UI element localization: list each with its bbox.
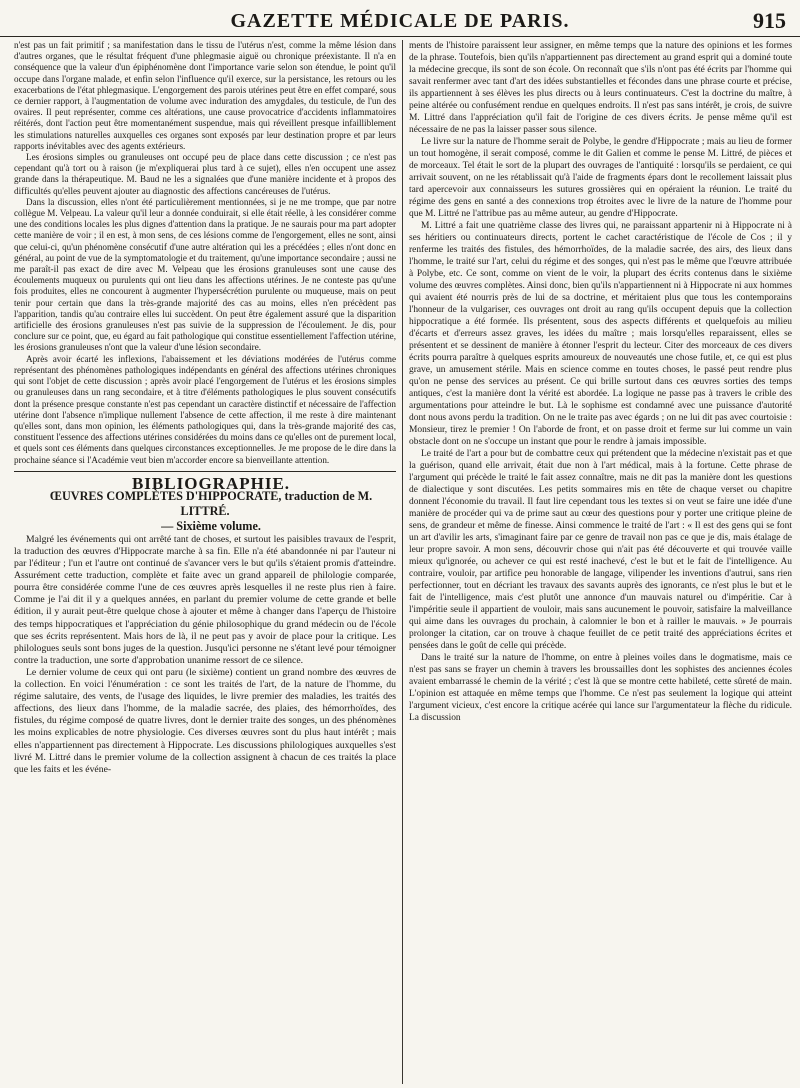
paragraph: Après avoir écarté les inflexions, l'abaissement et les déviations modérées de l'utérus comme représentant des phénomènes pathologiques indépendants en général des affections utérines chroniques qui sont l'objet de cette discussion ; après avoir placé l'engorgement de l'utérus et les érosions simples ou granuleuses dans un rang secondaire, et à titre d'éléments pathologiques le plus souvent consécutifs dont la présence presque constante n'est pas cependant un caractère distinctif et nécessaire de l'affection utérine dont l'absence n'implique nullement l'absence de cette affection, il me reste à dire maintenant qu'elles sont, dans mon opinion, les éléments pathologiques qui, dans la très-grande majorité des cas, constituent l'essence des affections utérines considérées du moins dans ce qu'elles ont de purement local, et quels sont ces éléments dans quelques circonstances exceptionnelles. Je me propose de le dire dans la prochaine séance si l'Académie veut bien m'accorder encore sa bienveillante attention. (14, 353, 396, 465)
right-column (409, 40, 792, 1084)
paragraph: Malgré les événements qui ont arrêté tant de choses, et surtout les paisibles travaux de l'esprit, la traduction des œuvres d'Hippocrate marche à sa fin. Elle n'a été abandonnée ni par l'auteur ni par l'éditeur ; l'un et l'autre ont continué de s'avancer vers le but qu'ils s'étaient promis d'atteindre. Assurément cette traduction, complète et faite avec un grand appareil de philologie comparée, pourra être considérée comme l'une de ces œuvres après lesquelles il ne reste plus rien à faire. Comme je l'ai dit il y a quelques années, en parlant du premier volume de cette grande et belle édition, il y aurait peut-être quelque chose à ajouter et même à changer dans l'aperçu de l'histoire des temps hippocratiques et l'appréciation du génie philosophique du grand médecin ou de l'école que ses écrits représentent. Mais hors de là, il ne peut pas y avoir de place pour la critique. Les philologues seuls sont bons juges de la question. Jusqu'ici personne ne s'étant levé pour témoigner contre la traduction, une sorte d'approbation unanime ressort de ce silence. (14, 533, 396, 666)
page-number: 915 (753, 8, 786, 33)
paragraph: Le dernier volume de ceux qui ont paru (le sixième) contient un grand nombre des œuvres de la collection. En voici l'énumération : ce sont les traités de l'art, de la nature de l'homme, du régime salutaire, des vents, de l'usage des liquides, le livre premier des maladies, les traités des affections, des lieux dans l'homme, de la maladie sacrée, des plaies, des hémorrhoïdes, des fistules, du régime composé de quatre livres, dont le dernier traite des songes, un des phénomènes les moins explicables de notre physiologie. Ces diverses œuvres sont du plus haut intérêt ; mais elles n'appartiennent pas directement à Hippocrate. Les discussions philologiques auxquelles s'est livré M. Littré dans le premier volume de la collection assignent à chacun de ces traités la place que les faits et les événe- (14, 666, 396, 775)
section-heading: BIBLIOGRAPHIE. (131, 473, 291, 493)
section-rule (14, 471, 396, 472)
paragraph: n'est pas un fait primitif ; sa manifestation dans le tissu de l'utérus n'est, comme la même lésion dans d'autres organes, que le résultat fréquent d'une phlegmasie aiguë ou chronique préexistante. Il n'a en conséquence que la valeur d'un épiphénomène dont l'importance varie selon son étendue, le point qu'il occupe dans l'organe malade, et enfin selon l'influence qu'il exerce, sur la persistance, les retours ou les exacerbations de l'état phlegmasique. L'engorgement des parois utérines peut être en effet comparé, sous ce dernier rapport, à l'augmentation de volume avec induration des amygdales, du testicule, de l'un des ovaires. Il peut représenter, comme ces altérations, une cause provocatrice d'accidents inflammatoires réitérés, dont l'action peut être momentanément suspendue, mais qui réveillent presque infailliblement les stimulations naturelles auxquelles ces organes sont exposés par leur destination propre et par leurs rapports inévitables avec des agents extérieurs. (14, 40, 396, 151)
article-title: ŒUVRES COMPLÈTES D'HIPPOCRATE, traduction de M. LITTRÉ. (49, 488, 373, 518)
paragraph: Le traité de l'art a pour but de combattre ceux qui prétendent que la médecine n'existait pas et que la guérison, quand elle arrivait, était due non à l'art médical, mais à la fortune. Cette phrase de l'argument qui précède le traité le fait assez connaître, mais ne dit pas la manière dont les questions de dialectique y sont discutées. Les petits sommaires mis en tête de chaque verset ou chapitre donnent l'économie du travail. Il faut lire cependant tous les textes si on veut se faire une idée d'une manière de procéder qui va de prime saut au cœur des questions pour y porter une critique pleine de sens, de grandeur et même de finesse. Ainsi commence le traité de l'art : « Il est des gens qui se font un art d'avilir les arts, s'imaginant faire par ce genre de travail non pas ce que je dis, mais étalage de leur propre savoir. A mon sens, découvrir chose qui n'ait pas été découverte et qui trouvée vaille mieux qu'ignorée, ou achever ce qui est resté inachevé, c'est le but et le fait de l'intelligence. Au contraire, vouloir, par artifice peu honorable de langage, vilipender les inventions d'autrui, sans rien perfectionner, tout en décriant les travaux des savants auprès des ignorants, ce n'est plus le but et le fait de l'intelligence, mais c'est plutôt une annonce d'un mauvais naturel ou d'impéritie. Car à l'impéritie seule il appartient de vouloir, mais sans aucunement le pouvoir, satisfaire la malveillance qui aime dans les ouvrages du prochain, à calomnier le bon et à railler le mauvais. » Je pourrais prolonger la citation, car on trouve à chaque feuillet de ce petit traité des appréciations écrites et pensées dans le goût de celle qui précède. (409, 449, 792, 651)
journal-title: GAZETTE MÉDICALE DE PARIS. (230, 10, 570, 32)
article-subtitle: — Sixième volume. (161, 518, 261, 533)
header-rule (0, 36, 800, 37)
left-column (14, 40, 396, 1084)
paragraph: Le livre sur la nature de l'homme serait de Polybe, le gendre d'Hippocrate ; mais au lieu de former un tout homogène, il serait composé, comme le dit Galien et comme le pense M. Littré, de pièces et de morceaux. Tel était le sort de la plupart des ouvrages de l'antiquité : lorsqu'ils se perdaient, ce qui arrivait souvent, on ne les rétablissait qu'à l'aide de fragments épars dont le recollement laissait plus tard apercevoir aux connaisseurs les sutures grossières qui en opéraient la réunion. Le traité du régime des gens en santé a des connexions trop étroites avec le livre de la nature de l'homme pour que M. Littré ne l'attribue pas au même auteur, au gendre d'Hippocrate. (409, 137, 792, 219)
paragraph: Les érosions simples ou granuleuses ont occupé peu de place dans cette discussion ; ce n'est pas cependant qu'à tort ou à raison (je m'expliquerai plus tard à ce sujet), elles n'en occupent une assez grande dans la thérapeutique. M. Baud ne les a signalées que d'une manière incidente et à propos des difficultés qu'elles peuvent ajouter au diagnostic des affections cancéreuses de l'utérus. (14, 152, 396, 196)
paragraph: Dans le traité sur la nature de l'homme, on entre à pleines voiles dans le dogmatisme, mais ce n'est pas sans se frayer un chemin à travers les broussailles dont les sophistes des anciennes écoles avaient embarrassé le chemin de la vérité ; c'est là que se montre cette habileté, cette sûreté de main. L'opinion est attaquée en même temps que l'homme. Ce n'est pas seulement la logique qui atteint l'argument vicieux, c'est encore la critique acérée qui lance sur l'argumentateur la flèche du ridicule. La discussion (409, 653, 792, 723)
column-divider (402, 40, 403, 1084)
paragraph: Dans la discussion, elles n'ont été particulièrement mentionnées, si je ne me trompe, que par notre collègue M. Velpeau. La valeur qu'il leur a donnée conduirait, si elle était réelle, à les considérer comme une des conditions locales les plus dignes d'attention dans la pratique. Je ne saurais pour ma part adopter cette manière de voir ; il en est, à mon sens, de ces lésions comme de l'engorgement, elles ne sont, ainsi que celui-ci, qu'un phénomène consécutif d'une autre altération qui les a précédées ; elles n'ont donc en général, au point de vue de la symptomatologie et du traitement, qu'une importance secondaire ; aussi ne me paraît-il pas exact de dire avec M. Velpeau que les érosions granuleuses sont une cause des écoulements muqueux ou purulents qui ont lieu dans les affections utérines. Je ne conteste pas qu'une fois produites, elles ne concourent à augmenter l'hypersécrétion purulente ou muqueuse, mais on peut tenir pour certain que dans la très-grande majorité des cas au moins, elles n'en précèdent pas l'apparition, tandis qu'au contraire elles lui succèdent. On peut être également assuré que la disparition artificielle des érosions granuleuses n'est pas suivie de la suppression de l'écoulement. Je dis, pour conclure sur ce point, que, eu égard au fait pathologique qui constitue essentiellement l'affection utérine, les érosions granuleuses n'ont que la valeur d'une lésion secondaire. (14, 196, 396, 353)
running-header (0, 0, 800, 36)
paragraph: ments de l'histoire paraissent leur assigner, en même temps que la nature des opinions et les formes de la phrase. Toutefois, bien qu'ils n'appartiennent pas directement au grand esprit qui a dominé toute la médecine grecque, ils sont de son école. On reconnaît que s'ils n'ont pas été écrits par l'homme qui savait renfermer avec tant d'art des idées substantielles et fécondes dans une phrase courte et précise, ils appartiennent à ses élèves les plus directs ou à leurs continuateurs. C'est la doctrine du maître, à peine altérée ou confusément rendue en quelques endroits. Il n'est pas sans intérêt, je crois, de suivre M. Littré dans l'appréciation qu'il fait de l'origine de ces divers écrits. Je pense même qu'il est nécessaire de ne pas la laisser passer sous silence. (409, 41, 792, 135)
article-body (14, 534, 396, 776)
paragraph: M. Littré a fait une quatrième classe des livres qui, ne paraissant appartenir ni à Hippocrate ni à ses héritiers ou continuateurs directs, portent le cachet caractéristique de l'école de Cos ; il y renferme les traités des fistules, des hémorrhoïdes, de la maladie sacrée, des airs, des lieux dans l'homme, le traité sur l'art, celui du régime et des songes, qui n'est pas le même que l'œuvre attribuée à Polybe, etc. Ce sont, comme on vient de le voir, la plupart des écrits contenus dans le sixième volume des œuvres complètes. Ainsi donc, bien qu'ils n'appartiennent ni à Hippocrate ni aux hommes qui avaient été nourris près de lui de sa doctrine, et méritaient plus que tous les contemporains l'honneur de la vulgariser, ces ouvrages ont droit au rang qu'ils occupent depuis que la collection hippocratique a été formée. Ils présentent, sous des aspects différents et quelquefois au milieu d'écarts et d'erreurs assez graves, les idées du maître ; mais lorsqu'elles reparaissent, elles se présentent et se dessinent de manière à étonner l'esprit du lecteur. Citer des morceaux de ces divers écrits pourra paraître à quelques esprits amoureux de nouveautés une chose futile, et, ce qui est plus grave, un amusement stérile. Mais en science comme en toutes choses, le passé peut rendre plus qu'on ne pense des services au présent. Ce qui brille surtout dans ces œuvres sorties des temps antiques, c'est la manière dont la vérité est abordée. La logique ne passe pas à travers le crible des argumentations pour atteindre le but. Là le sophisme est condamné avec une puissance d'autorité dont nous avons perdu la tradition. On ne le traite pas avec égards ; on ne lui dit pas avec courtoisie : Monsieur, tirez le premier ! On l'aborde de front, et on passe droit et ferme sur lui comme un vain obstacle dont on ne s'occupe un instant que pour le rendre à jamais impossible. (409, 221, 792, 447)
